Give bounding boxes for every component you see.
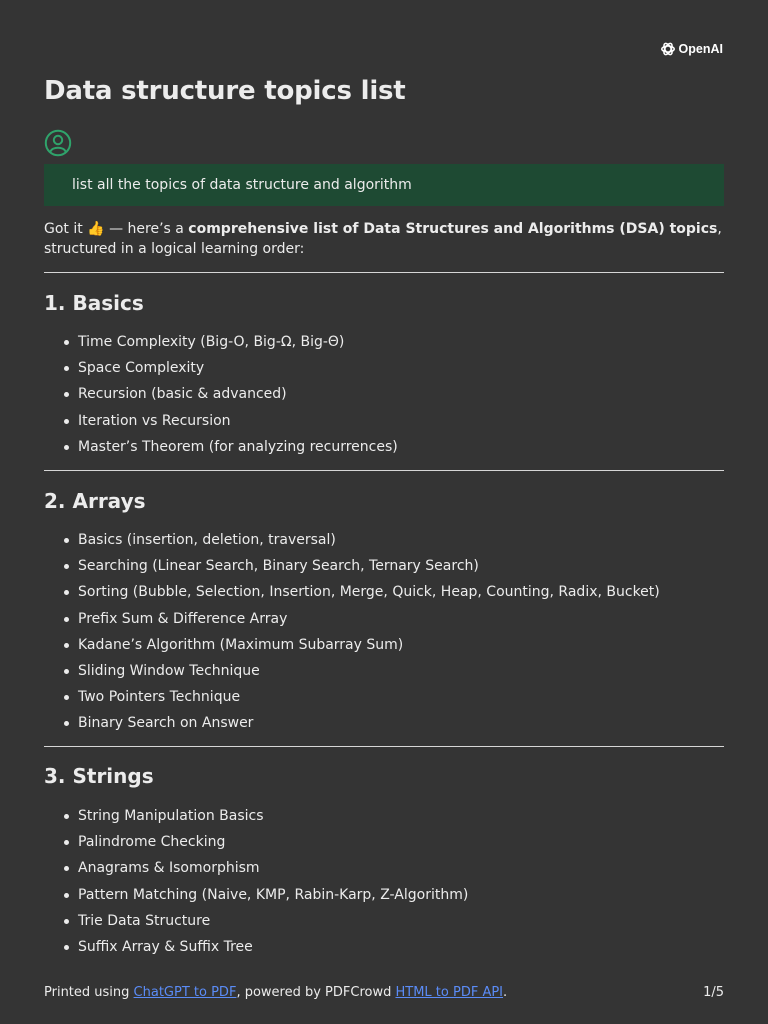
chatgpt-to-pdf-link[interactable]: ChatGPT to PDF <box>133 985 237 1000</box>
list-item: Suffix Array & Suffix Tree <box>44 937 468 963</box>
list-item: Pattern Matching (Naive, KMP, Rabin-Karp, Z-Algorithm) <box>44 885 468 911</box>
thumbs-up-emoji: 👍 <box>87 221 105 237</box>
page-title: Data structure topics list <box>44 76 406 106</box>
basics-list <box>44 332 398 463</box>
strings-list <box>44 806 468 963</box>
list-item: Master’s Theorem (for analyzing recurrences) <box>44 437 398 463</box>
intro-text-mid: — here’s a <box>104 221 189 237</box>
intro-text-start: Got it <box>44 221 88 237</box>
list-item: Palindrome Checking <box>44 832 468 858</box>
user-avatar-icon <box>44 129 72 161</box>
list-item: Basics (insertion, deletion, traversal) <box>44 530 660 556</box>
divider <box>44 746 724 747</box>
html-to-pdf-api-link[interactable]: HTML to PDF API <box>395 985 504 1000</box>
user-prompt: list all the topics of data structure and algorithm <box>44 164 724 206</box>
list-item: Iteration vs Recursion <box>44 411 398 437</box>
section-heading-strings: 3. Strings <box>44 764 154 788</box>
list-item: Sorting (Bubble, Selection, Insertion, Merge, Quick, Heap, Counting, Radix, Bucket) <box>44 582 660 608</box>
list-item: Time Complexity (Big-O, Big-Ω, Big-Θ) <box>44 332 398 358</box>
list-item: Prefix Sum & Difference Array <box>44 609 660 635</box>
divider <box>44 272 724 273</box>
page-number: 1/5 <box>703 985 724 1000</box>
list-item: Trie Data Structure <box>44 911 468 937</box>
response-intro <box>44 219 728 259</box>
footer-period: . <box>503 985 508 1000</box>
openai-logo <box>660 41 723 57</box>
footer <box>44 985 724 1000</box>
list-item: Binary Search on Answer <box>44 713 660 739</box>
arrays-list <box>44 530 660 740</box>
footer-credit <box>44 985 507 1000</box>
openai-logo-text: OpenAI <box>678 42 723 56</box>
intro-text-end: , structured in a logical learning order: <box>44 221 722 257</box>
list-item: String Manipulation Basics <box>44 806 468 832</box>
list-item: Searching (Linear Search, Binary Search, Ternary Search) <box>44 556 660 582</box>
intro-bold-text: comprehensive list of Data Structures and Algorithms (DSA) topics <box>188 221 718 237</box>
list-item: Space Complexity <box>44 358 398 384</box>
footer-powered-by: , powered by PDFCrowd <box>236 985 396 1000</box>
list-item: Sliding Window Technique <box>44 661 660 687</box>
list-item: Two Pointers Technique <box>44 687 660 713</box>
openai-logo-icon <box>660 41 676 57</box>
list-item: Recursion (basic & advanced) <box>44 384 398 410</box>
section-heading-arrays: 2. Arrays <box>44 489 146 513</box>
list-item: Anagrams & Isomorphism <box>44 858 468 884</box>
divider <box>44 470 724 471</box>
list-item: Kadane’s Algorithm (Maximum Subarray Sum) <box>44 635 660 661</box>
section-heading-basics: 1. Basics <box>44 291 144 315</box>
footer-printed-using: Printed using <box>44 985 134 1000</box>
